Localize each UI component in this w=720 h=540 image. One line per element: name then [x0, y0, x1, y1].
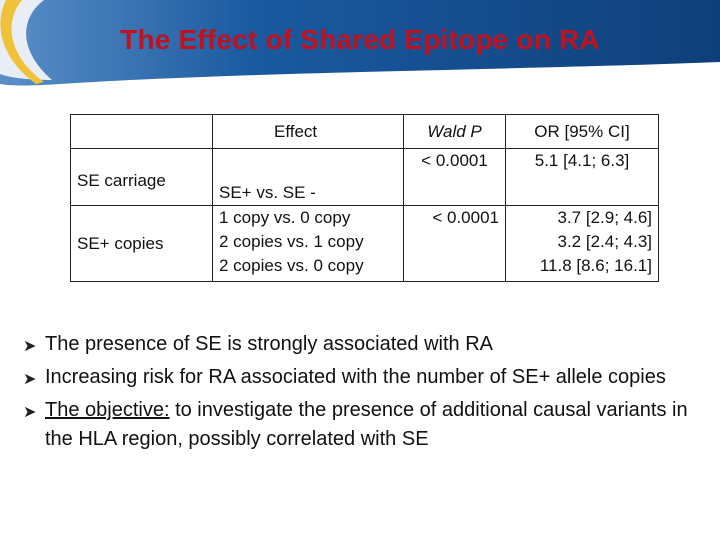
bullet-text: Increasing risk for RA associated with the number of SE+ allele copies: [45, 366, 666, 388]
effect-line: 2 copies vs. 0 copy: [219, 256, 364, 275]
row-p-value: < 0.0001: [404, 149, 506, 206]
or-line: 3.2 [2.4; 4.3]: [557, 232, 652, 251]
bullet-lead: The objective:: [45, 399, 170, 421]
effect-line: 1 copy vs. 0 copy: [219, 208, 351, 227]
row-effect-cell: [213, 206, 404, 282]
bullet-item: [23, 396, 718, 454]
bullet-item: [23, 363, 718, 392]
row-or-value: 5.1 [4.1; 6.3]: [506, 149, 659, 206]
header-or: OR [95% CI]: [506, 115, 659, 149]
slide-header-band: [0, 0, 720, 88]
or-line: 3.7 [2.9; 4.6]: [557, 208, 652, 227]
row-effect-cell: SE+ vs. SE -: [213, 149, 404, 206]
table-row: [71, 149, 659, 206]
header-wald-p: Wald P: [404, 115, 506, 149]
table-header-row: [71, 115, 659, 149]
bullet-list: [23, 330, 718, 458]
arrow-bullet-icon: ➤: [23, 404, 37, 421]
or-line: 11.8 [8.6; 16.1]: [539, 256, 652, 275]
table-row: [71, 206, 659, 282]
slide-title: The Effect of Shared Epitope on RA: [120, 24, 600, 55]
header-effect: Effect: [213, 115, 404, 149]
row-group-label: SE carriage: [71, 149, 213, 206]
bullet-text: The presence of SE is strongly associated with RA: [45, 333, 493, 355]
bullet-item: [23, 330, 718, 359]
row-p-value: < 0.0001: [404, 206, 506, 282]
bullet-text: to investigate the presence of additional causal variants in the HLA region, possibly correlated with SE: [45, 399, 688, 450]
header-blank-cell: [71, 115, 213, 149]
effect-line: 2 copies vs. 1 copy: [219, 232, 364, 251]
arrow-bullet-icon: ➤: [23, 371, 37, 388]
row-group-label: SE+ copies: [71, 206, 213, 282]
results-table: [70, 114, 659, 282]
arrow-bullet-icon: ➤: [23, 338, 37, 355]
row-or-cell: [506, 206, 659, 282]
